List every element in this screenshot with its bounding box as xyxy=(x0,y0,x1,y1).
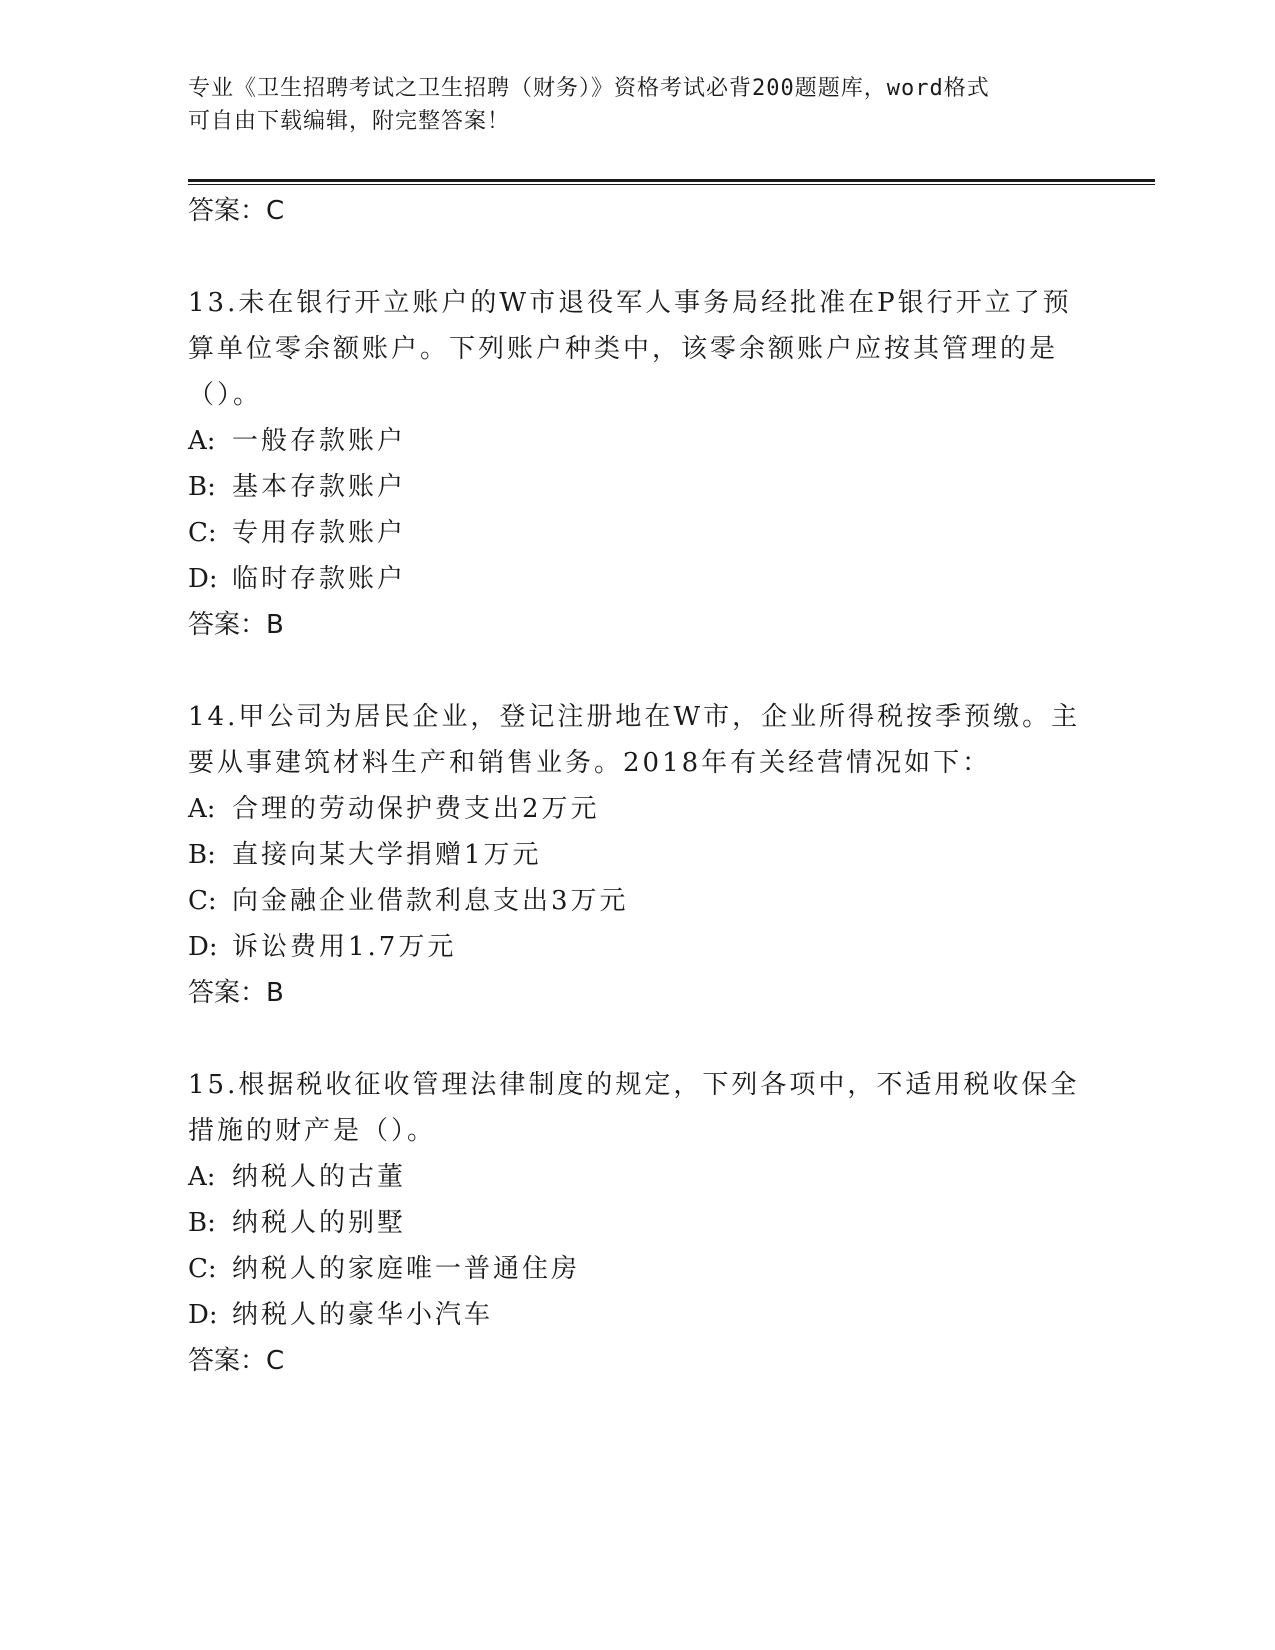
option-a xyxy=(188,786,1088,832)
option-letter: B: xyxy=(188,472,216,502)
option-letter: C: xyxy=(188,886,217,916)
document-body xyxy=(188,188,1088,1384)
answer-line: 答案：B xyxy=(188,610,284,640)
option-text: 纳税人的古董 xyxy=(232,1162,407,1192)
option-a xyxy=(188,418,1088,464)
option-letter: A: xyxy=(188,1162,216,1192)
option-letter: D: xyxy=(188,564,218,594)
option-d xyxy=(188,924,1088,970)
option-text: 基本存款账户 xyxy=(232,472,407,502)
option-text: 专用存款账户 xyxy=(232,518,407,548)
question-stem: 15.根据税收征收管理法律制度的规定，下列各项中，不适用税收保全措施的财产是（）。 xyxy=(188,1070,1080,1146)
option-letter: C: xyxy=(188,1254,217,1284)
option-letter: A: xyxy=(188,426,216,456)
option-text: 合理的劳动保护费支出2万元 xyxy=(232,794,600,824)
header-divider-thin xyxy=(188,184,1155,185)
answer-line: 答案：C xyxy=(188,196,285,226)
option-c xyxy=(188,1246,1088,1292)
question-stem: 14.甲公司为居民企业，登记注册地在W市，企业所得税按季预缴。主要从事建筑材料生产和销售业务。2018年有关经营情况如下： xyxy=(188,702,1081,778)
option-text: 临时存款账户 xyxy=(232,564,407,594)
option-text: 直接向某大学捐赠1万元 xyxy=(232,840,542,870)
question-stem: 13.未在银行开立账户的W市退役军人事务局经批准在P银行开立了预算单位零余额账户。下列账户种类中，该零余额账户应按其管理的是（）。 xyxy=(188,288,1072,410)
option-d xyxy=(188,556,1088,602)
answer-line: 答案：C xyxy=(188,1346,285,1376)
option-letter: B: xyxy=(188,1208,216,1238)
option-text: 纳税人的豪华小汽车 xyxy=(232,1300,494,1330)
option-letter: B: xyxy=(188,840,216,870)
option-text: 纳税人的家庭唯一普通住房 xyxy=(232,1254,581,1284)
option-a xyxy=(188,1154,1088,1200)
document-header xyxy=(188,72,1088,138)
option-letter: D: xyxy=(188,932,218,962)
option-text: 一般存款账户 xyxy=(232,426,407,456)
option-text: 纳税人的别墅 xyxy=(232,1208,407,1238)
answer-line: 答案：B xyxy=(188,978,284,1008)
question-14 xyxy=(188,694,1088,1016)
option-b xyxy=(188,1200,1088,1246)
option-text: 诉讼费用1.7万元 xyxy=(232,932,457,962)
option-letter: D: xyxy=(188,1300,218,1330)
option-b xyxy=(188,832,1088,878)
option-d xyxy=(188,1292,1088,1338)
option-b xyxy=(188,464,1088,510)
question-13 xyxy=(188,280,1088,648)
question-15 xyxy=(188,1062,1088,1384)
option-text: 向金融企业借款利息支出3万元 xyxy=(232,886,629,916)
option-letter: A: xyxy=(188,794,216,824)
option-c xyxy=(188,878,1088,924)
option-letter: C: xyxy=(188,518,217,548)
header-divider-thick xyxy=(188,179,1155,182)
header-line-1: 专业《卫生招聘考试之卫生招聘（财务）》资格考试必背200题题库，word格式 xyxy=(188,76,990,101)
header-line-2: 可自由下载编辑，附完整答案！ xyxy=(188,109,511,134)
option-c xyxy=(188,510,1088,556)
